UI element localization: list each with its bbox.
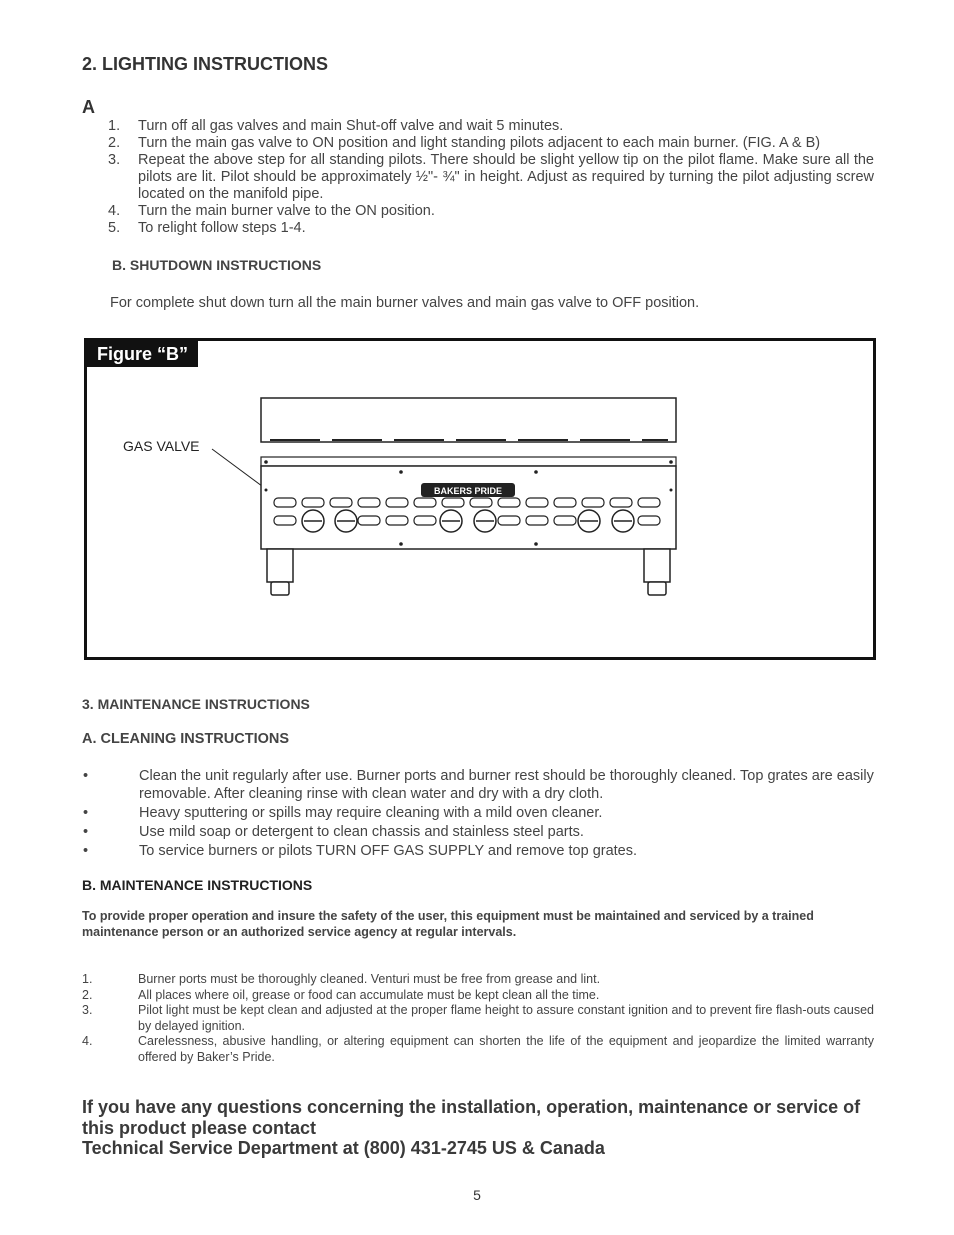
- contact-phone: Technical Service Department at (800) 431-2745 US & Canada: [82, 1138, 605, 1158]
- section-heading-maintenance: 3. MAINTENANCE INSTRUCTIONS: [82, 696, 310, 712]
- list-item: 4. Carelessness, abusive handling, or altering equipment can shorten the life of the equipment and jeopardize the limited warranty offered by Baker’s Pride.: [82, 1034, 874, 1064]
- figure-label: Figure “B”: [87, 341, 198, 367]
- list-item: 4. Turn the main burner valve to the ON position.: [108, 203, 435, 219]
- list-item: 1. Burner ports must be thoroughly cleaned. Venturi must be free from grease and lint.: [82, 972, 601, 986]
- section-heading-lighting: 2. LIGHTING INSTRUCTIONS: [82, 54, 329, 74]
- list-item: • To service burners or pilots TURN OFF GAS SUPPLY and remove top grates.: [83, 843, 638, 859]
- list-item: 3. Pilot light must be kept clean and adjusted at the proper flame height to assure constant ignition and to prevent fire flash-outs caused by delayed ignition.: [82, 1003, 874, 1033]
- list-item: • Use mild soap or detergent to clean chassis and stainless steel parts.: [83, 824, 584, 840]
- leg-left: [267, 549, 293, 582]
- maintenance-items-list: [82, 972, 874, 1065]
- trim-band: [261, 457, 676, 466]
- shutdown-text: For complete shut down turn all the main burner valves and main gas valve to OFF position.: [110, 295, 700, 311]
- maintenance-heading: B. MAINTENANCE INSTRUCTIONS: [82, 877, 313, 893]
- subsection-a-label: A: [82, 97, 95, 117]
- list-item: 3. Repeat the above step for all standing pilots. There should be slight yellow tip on the pilot flame. Make sure all the pilots are lit. Pilot should be approximately ½"- ¾" in height. Adjust as required by turning the pilot adjusting screw located on the manifold pipe.: [108, 152, 874, 202]
- foot-left: [271, 582, 289, 595]
- page-number: 5: [473, 1187, 481, 1203]
- maintenance-notice: To provide proper operation and insure the safety of the user, this equipment must be maintained and serviced by a trained maintenance person or an authorized service agency at regular intervals.: [82, 909, 814, 939]
- list-item: 1. Turn off all gas valves and main Shut-off valve and wait 5 minutes.: [108, 118, 564, 134]
- leg-right: [644, 549, 670, 582]
- list-item: 2. Turn the main gas valve to ON position and light standing pilots adjacent to each main burner. (FIG. A & B): [108, 135, 821, 151]
- cleaning-bullets: [82, 767, 874, 861]
- foot-right: [648, 582, 666, 595]
- cleaning-heading: A. CLEANING INSTRUCTIONS: [82, 731, 290, 747]
- nameplate-text: BAKERS PRIDE: [433, 486, 503, 496]
- list-item: 2. All places where oil, grease or food can accumulate must be kept clean all the time.: [82, 987, 600, 1002]
- griddle-top: [261, 398, 676, 442]
- gas-valve-callout: GAS VALVE: [123, 438, 200, 454]
- list-item: • Clean the unit regularly after use. Burner ports and burner rest should be thoroughly cleaned. Top grates are easily removable. After cleaning rinse with clean water and dry with a dry cloth.: [83, 768, 874, 802]
- list-item: 5. To relight follow steps 1-4.: [108, 220, 306, 236]
- list-item: • Heavy sputtering or spills may require cleaning with a mild oven cleaner.: [83, 805, 603, 821]
- contact-question: If you have any questions concerning the installation, operation, maintenance or service of this product please contact: [82, 1097, 861, 1138]
- contact-block: [82, 1097, 882, 1159]
- shutdown-heading: B. SHUTDOWN INSTRUCTIONS: [112, 257, 322, 273]
